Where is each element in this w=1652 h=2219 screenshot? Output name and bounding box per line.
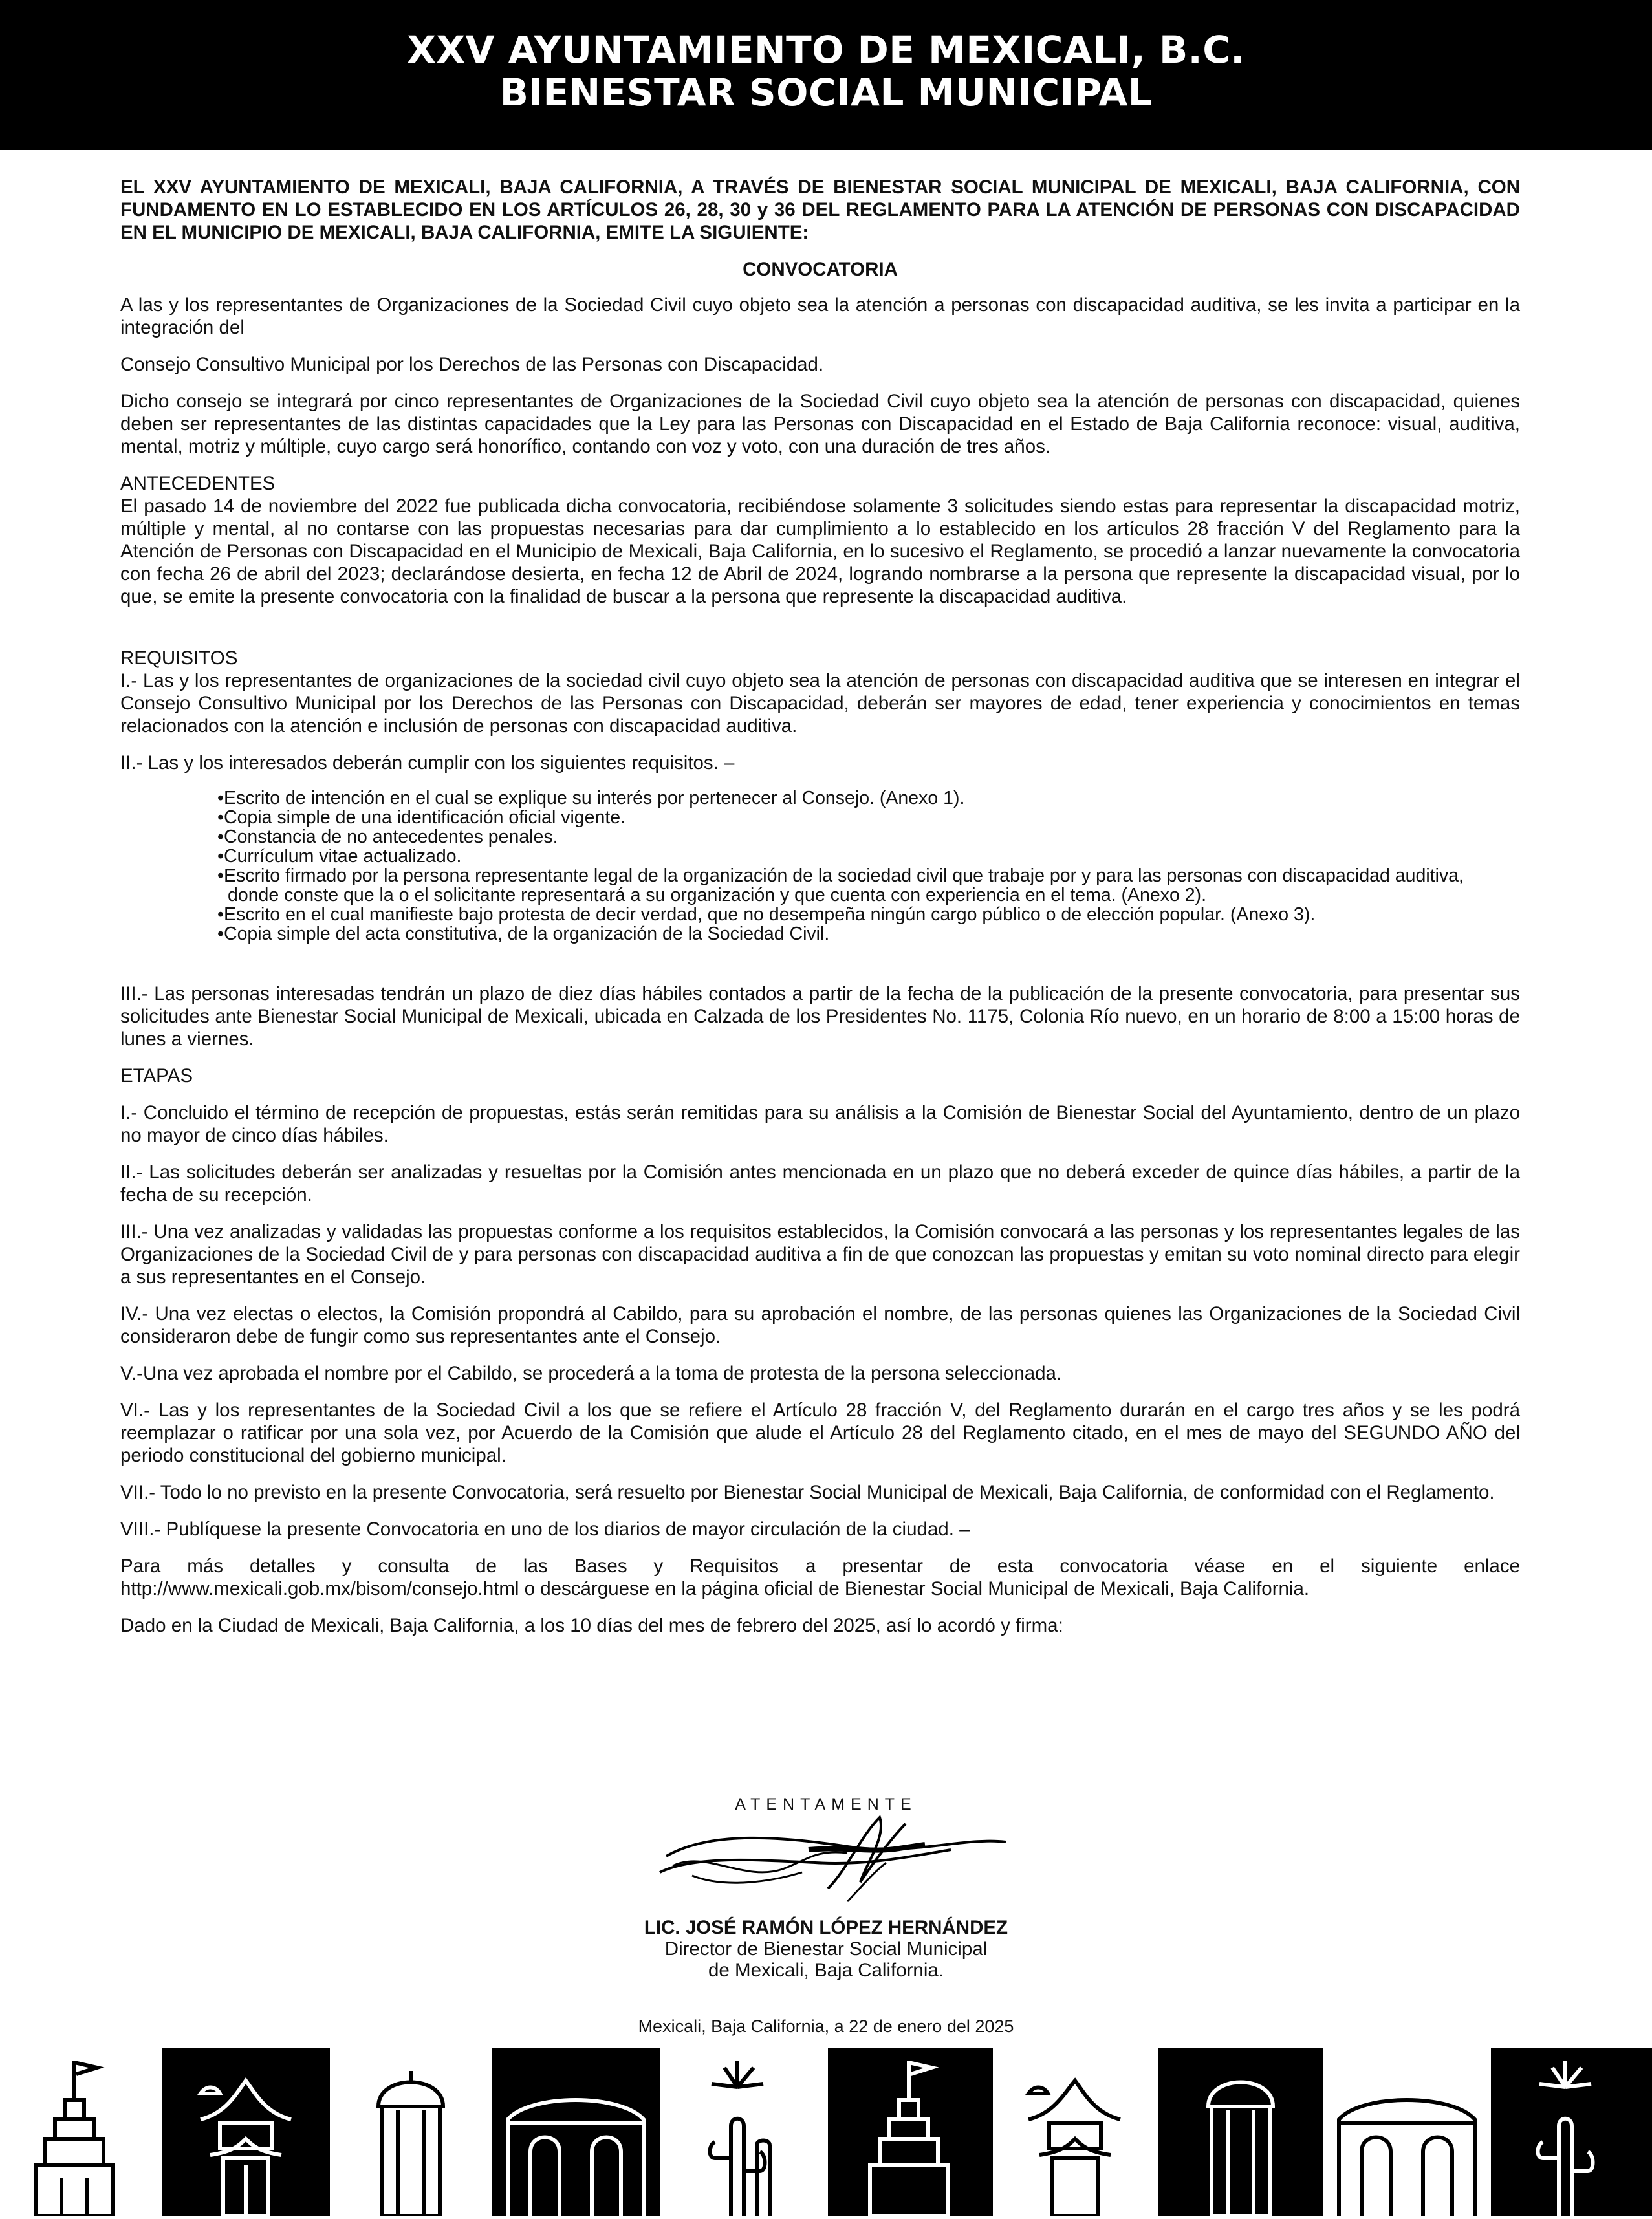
tower-icon: [0, 2048, 162, 2216]
pagoda-icon: [162, 2048, 330, 2216]
list-item: • Copia simple del acta constitutiva, de la organización de la Sociedad Civil.: [217, 924, 1520, 944]
council-name: Consejo Consultivo Municipal por los Derechos de las Personas con Discapacidad.: [120, 354, 824, 375]
cactus-icon: [1491, 2048, 1652, 2216]
signer-role-line-1: Director de Bienestar Social Municipal: [664, 1938, 988, 1960]
signature-image: [653, 1811, 1022, 1908]
requisitos-item-1: I.- Las y los representantes de organizaciones de la sociedad civil cuyo objeto sea la atención de personas con discapacidad auditiva que se interesen en integrar el Consejo Consultivo Municipal por los Derechos de las Personas con Discapacidad, deberán ser mayores de edad, tener experiencia y conocimientos en temas relacionados con la atención e inclusión de personas con discapacidad auditiva.: [120, 670, 1520, 737]
cactus-icon: [660, 2048, 828, 2216]
requirements-list: [217, 788, 1520, 944]
pagoda-icon: [993, 2048, 1158, 2216]
etapa-item: I.- Concluido el término de recepción de propuestas, estás serán remitidas para su análisis a la Comisión de Bienestar Social del Ayuntamiento, dentro de un plazo no mayor de cinco días hábiles.: [120, 1102, 1520, 1146]
list-item: • Copia simple de una identificación oficial vigente.: [217, 808, 1520, 827]
etapa-item: IV.- Una vez electas o electos, la Comisión propondrá al Cabildo, para su aprobación el nombre, de las personas quienes las Organizaciones de la Sociedad Civil consideraron debe de fungir como sus representantes ante el Consejo.: [120, 1303, 1520, 1347]
details-paragraph: Para más detalles y consulta de las Bases y Requisitos a presentar de esta convocatoria véase en el siguiente enlace http://www.mexicali.gob.mx/bisom/consejo.html o descárguese en la página oficial de Bienestar Social Municipal de Mexicali, Baja California.: [120, 1555, 1520, 1599]
requisitos-item-3: III.- Las personas interesadas tendrán un plazo de diez días hábiles contados a partir de la fecha de la publicación de la presente convocatoria, para presentar sus solicitudes ante Bienestar Social Municipal de Mexicali, ubicada en Calzada de los Presidentes No. 1175, Colonia Río nuevo, en un horario de 8:00 a 15:00 horas de lunes a viernes.: [120, 983, 1520, 1050]
pagoda-tile: [162, 2048, 330, 2216]
water-tower-icon: [330, 2048, 492, 2216]
arched-building-icon: [1323, 2048, 1491, 2216]
arched-building-icon: [492, 2048, 660, 2216]
etapa-item: III.- Una vez analizadas y validadas las propuestas conforme a los requisitos establecidos, la Comisión convocará a las personas y los representantes legales de las Organizaciones de la Sociedad Civil de y para personas con discapacidad auditiva a fin de que conozcan las propuestas y emitan su voto nominal directo para elegir a sus representantes en el Consejo.: [120, 1221, 1520, 1288]
water-tower-icon: [1158, 2048, 1323, 2216]
list-item: • Escrito de intención en el cual se explique su interés por pertenecer al Consejo. (Anexo 1).: [217, 788, 1520, 808]
etapa-item: VII.- Todo lo no previsto en la presente Convocatoria, será resuelto por Bienestar Social Municipal de Mexicali, Baja California, de conformidad con el Reglamento.: [120, 1482, 1495, 1503]
intro-paragraph: EL XXV AYUNTAMIENTO DE MEXICALI, BAJA CALIFORNIA, A TRAVÉS DE BIENESTAR SOCIAL MUNICIPAL DE MEXICALI, BAJA CALIFORNIA, CON FUNDAMENTO EN LO ESTABLECIDO EN LOS ARTÍCULOS 26, 28, 30 y 36 DEL REGLAMENTO PARA LA ATENCIÓN DE PERSONAS CON DISCAPACIDAD EN EL MUNICIPIO DE MEXICALI, BAJA CALIFORNIA, EMITE LA SIGUIENTE:: [120, 177, 1520, 243]
tower-icon: [828, 2048, 993, 2216]
atentamente-label: ATENTAMENTE: [735, 1795, 917, 1813]
document-body: [120, 176, 1520, 1651]
list-item: • Escrito firmado por la persona representante legal de la organización de la sociedad civil que trabaje por y para las personas con discapacidad auditiva, donde conste que la o el solicitante representará a su organización y que cuenta con experiencia en el tema. (Anexo 2).: [217, 866, 1520, 905]
invite-paragraph: A las y los representantes de Organizaciones de la Sociedad Civil cuyo objeto sea la atención a personas con discapacidad auditiva, se les invita a participar en la integración del: [120, 294, 1520, 338]
antecedentes-heading: ANTECEDENTES: [120, 473, 276, 494]
list-item: • Currículum vitae actualizado.: [217, 847, 1520, 866]
signer-name: LIC. JOSÉ RAMÓN LÓPEZ HERNÁNDEZ: [644, 1917, 1008, 1938]
council-description: Dicho consejo se integrará por cinco representantes de Organizaciones de la Sociedad Civil cuyo objeto sea la atención de personas con discapacidad, quienes deben ser representantes de las distintas capacidades que la Ley para las Personas con Discapacidad en el Estado de Baja California reconoce: visual, auditiva, mental, motriz y múltiple, cuyo cargo será honorífico, contando con voz y voto, con una duración de tres años.: [120, 391, 1520, 457]
convocatoria-title: CONVOCATORIA: [743, 259, 898, 280]
place-date: Mexicali, Baja California, a 22 de enero del 2025: [638, 2017, 1014, 2036]
list-item: • Escrito en el cual manifieste bajo protesta de decir verdad, que no desempeña ningún cargo público o de elección popular. (Anexo 3).: [217, 905, 1520, 924]
etapas-heading: ETAPAS: [120, 1065, 193, 1087]
requisitos-heading: REQUISITOS: [120, 647, 238, 669]
header-title: XXV AYUNTAMIENTO DE MEXICALI, B.C.: [407, 28, 1245, 72]
signer-block: [0, 1917, 1652, 1981]
dado-paragraph: Dado en la Ciudad de Mexicali, Baja California, a los 10 días del mes de febrero del 2025, así lo acordó y firma:: [120, 1615, 1063, 1636]
antecedentes-text: El pasado 14 de noviembre del 2022 fue publicada dicha convocatoria, recibiéndose solamente 3 solicitudes siendo estas para representar la discapacidad motriz, múltiple y mental, al no contarse con las propuestas necesarias para dar cumplimiento a lo establecido en los artículos 28 fracción V del Reglamento para la Atención de Personas con Discapacidad en el Municipio de Mexicali, Baja California, en lo sucesivo el Reglamento, se procedió a lanzar nuevamente la convocatoria con fecha 26 de abril del 2023; declarándose desierta, en fecha 12 de Abril de 2024, logrando nombrarse a la persona que represente la discapacidad visual, por lo que, se emite la presente convocatoria con la finalidad de buscar a la persona que represente la discapacidad auditiva.: [120, 495, 1520, 607]
arched-building-tile: [492, 2048, 660, 2216]
footer-illustrations: [0, 2048, 1652, 2216]
list-item: • Constancia de no antecedentes penales.: [217, 827, 1520, 847]
header-subtitle: BIENESTAR SOCIAL MUNICIPAL: [499, 70, 1153, 114]
cactus-tile: [1491, 2048, 1652, 2216]
etapa-item: II.- Las solicitudes deberán ser analizadas y resueltas por la Comisión antes mencionada en un plazo que no deberá exceder de quince días hábiles, a partir de la fecha de su recepción.: [120, 1162, 1520, 1206]
etapa-item: V.-Una vez aprobada el nombre por el Cabildo, se procederá a la toma de protesta de la persona seleccionada.: [120, 1363, 1062, 1384]
requisitos-item-2: II.- Las y los interesados deberán cumplir con los siguientes requisitos. –: [120, 752, 735, 774]
etapa-item: VIII.- Publíquese la presente Convocatoria en uno de los diarios de mayor circulación de la ciudad. –: [120, 1519, 970, 1540]
page-header: [0, 0, 1652, 150]
water-tower-tile: [1158, 2048, 1323, 2216]
etapa-item: VI.- Las y los representantes de la Sociedad Civil a los que se refiere el Artículo 28 fracción V, del Reglamento durarán en el cargo tres años y se les podrá reemplazar o ratificar por una sola vez, por Acuerdo de la Comisión que alude el Artículo 28 del Reglamento citado, en el mes de mayo del SEGUNDO AÑO del periodo constitucional del gobierno municipal.: [120, 1400, 1520, 1466]
tower-tile: [828, 2048, 993, 2216]
signer-role-line-2: de Mexicali, Baja California.: [708, 1960, 944, 1981]
